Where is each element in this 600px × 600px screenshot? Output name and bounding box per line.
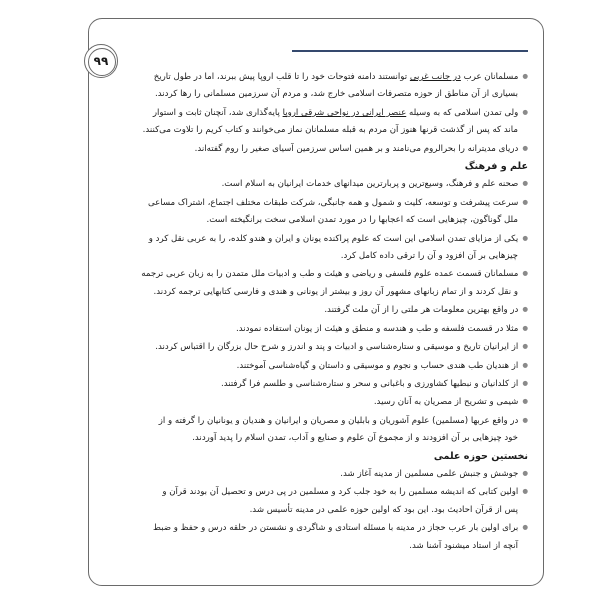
- text-segment: مثلا در قسمت فلسفه و طب و هندسه و منطق و هیئت از یونان استفاده نمودند.: [235, 323, 519, 334]
- section-heading: [124, 158, 528, 175]
- paragraph-continuation: [124, 122, 528, 139]
- text-segment: بسیاری از آن مناطق از حوزه متصرفات اسلامی خارج شد، و مردم آن سرزمین مسلمانی را رها کردند.: [155, 89, 518, 100]
- text-segment: مسلمانان قسمت عمده علوم فلسفی و ریاضی و هیئت و طب و ادبیات ملل متمدن را به زبان عربی ترجمه: [141, 269, 519, 280]
- paragraph-continuation: [124, 284, 528, 301]
- bullet-paragraph: [124, 175, 528, 193]
- paragraph-continuation: [124, 86, 528, 103]
- text-segment: در واقع بهترین معلومات هر ملتی را از آن ملت گرفتند.: [324, 305, 519, 316]
- bullet-paragraph: [124, 412, 528, 430]
- text-segment: در واقع عربها (مسلمین) علوم آشوریان و بابلیان و مصریان و ایرانیان و هندیان و یونانیان را گرفته و از: [158, 415, 519, 426]
- bullet-paragraph: [124, 465, 528, 483]
- paragraph-continuation: [124, 212, 528, 229]
- bullet-paragraph: [124, 140, 528, 158]
- text-segment: خود چیزهایی بر آن افزودند و از مجموع آن علوم و صنایع و آداب، تمدن اسلام را پدید آوردند.: [192, 433, 518, 444]
- bullet-paragraph: [124, 338, 528, 356]
- text-segment: و نقل کردند و از تمام زبانهای مشهور آن روز و بیشتر از یونانی و هندی و فارسی کتابهایی ترجمه کردند.: [153, 286, 518, 297]
- text-segment: دریای مدیترانه را بحرالروم می‌نامند و بر همین اساس سرزمین آسیای صغیر را روم گفته‌اند.: [194, 143, 519, 154]
- bullet-paragraph: [124, 68, 528, 86]
- bullet-paragraph: [124, 393, 528, 411]
- bullet-paragraph: [124, 301, 528, 319]
- text-segment: از کلدانیان و نبطیها کشاورزی و باغبانی و سحر و ستاره‌شناسی و طلسم فرا گرفتند.: [221, 378, 519, 389]
- text-segment: نخستین حوزه علمی: [433, 450, 528, 462]
- text-segment: پس از قرآن احادیث بود. این بود که اولین حوزه علمی در مدینه تأسیس شد.: [249, 504, 518, 515]
- bullet-paragraph: [124, 483, 528, 501]
- text-segment: شیمی و تشریح از مصریان به آنان رسید.: [373, 397, 519, 408]
- text-segment: ماند که پس از گذشت قرنها هنوز آن مردم به قبله مسلمانان نماز می‌خوانند و کتاب کریم را تلاوت می‌کنند.: [142, 125, 518, 136]
- underlined-text: در جانب غربی: [409, 72, 461, 82]
- page-number: ۹۹: [93, 54, 109, 68]
- bullet-paragraph: [124, 265, 528, 283]
- text-segment: مسلمانان عرب: [460, 72, 519, 82]
- text-segment: برای اولین بار عرب حجاز در مدینه با مسئله استادی و شاگردی و نشستن در حلقه درس و حفظ و ضبط: [152, 523, 519, 534]
- text-segment: صحنه علم و فرهنگ، وسیع‌ترین و پربارترین میدانهای خدمات ایرانیان به اسلام است.: [221, 179, 519, 190]
- bullet-paragraph: [124, 194, 528, 212]
- text-segment: اولین کتابی که اندیشه مسلمین را به خود جلب کرد و مسلمین در پی درس و تحصیل آن بودند قرآن و: [162, 487, 519, 498]
- underlined-text: عنصر ایرانی در نواحی شرقی اروپا: [282, 107, 407, 118]
- paragraph-continuation: [124, 430, 528, 447]
- paragraph-continuation: [124, 502, 528, 519]
- text-segment: علم و فرهنگ: [464, 161, 528, 173]
- paragraph-continuation: [124, 248, 528, 265]
- bullet-paragraph: [124, 375, 528, 393]
- body-text: [124, 68, 528, 555]
- text-segment: یکی از مزایای تمدن اسلامی این است که علوم پراکنده یونان و ایران و هندو کلده، را به عربی نقل کرد و: [148, 233, 519, 244]
- text-segment: ملل گوناگون، چیزهایی است که اعجابها را در مورد تمدن اسلامی سخت برانگیخته است.: [206, 215, 518, 226]
- text-segment: پایه‌گذاری شد، آنچنان ثابت و استوار: [152, 107, 283, 118]
- page-number-ring-inner: [88, 48, 116, 76]
- text-segment: آنچه از استاد میشنود آشنا شد.: [409, 540, 518, 551]
- text-segment: توانستند دامنه فتوحات خود را تا قلب اروپا پیش ببرند، اما در طول تاریخ: [153, 72, 410, 82]
- bullet-paragraph: [124, 320, 528, 338]
- text-segment: سرعت پیشرفت و توسعه، کلیت و شمول و همه جانبگی، شرکت طبقات مختلف اجتماع، اشتراک مساعی: [147, 197, 519, 208]
- section-heading: [124, 448, 528, 465]
- bullet-paragraph: [124, 230, 528, 248]
- bullet-paragraph: [124, 104, 528, 122]
- header-rule: [292, 50, 528, 52]
- text-segment: از هندیان طب هندی حساب و نجوم و موسیقی و داستان و گیاه‌شناسی آموختند.: [236, 360, 519, 371]
- bullet-paragraph: [124, 519, 528, 537]
- text-segment: جوشش و جنبش علمی مسلمین از مدینه آغاز شد.: [340, 468, 519, 479]
- text-segment: از ایرانیان تاریخ و موسیقی و ستاره‌شناسی و ادبیات و پند و اندرز و شرح حال بزرگان را اقتباس کردند.: [155, 342, 519, 353]
- paragraph-continuation: [124, 538, 528, 555]
- text-segment: ولی تمدن اسلامی که به وسیله: [406, 107, 519, 118]
- bullet-paragraph: [124, 357, 528, 375]
- text-segment: چیزهایی بر آن افزود و آن را ترقی داده کامل کرد.: [340, 251, 518, 262]
